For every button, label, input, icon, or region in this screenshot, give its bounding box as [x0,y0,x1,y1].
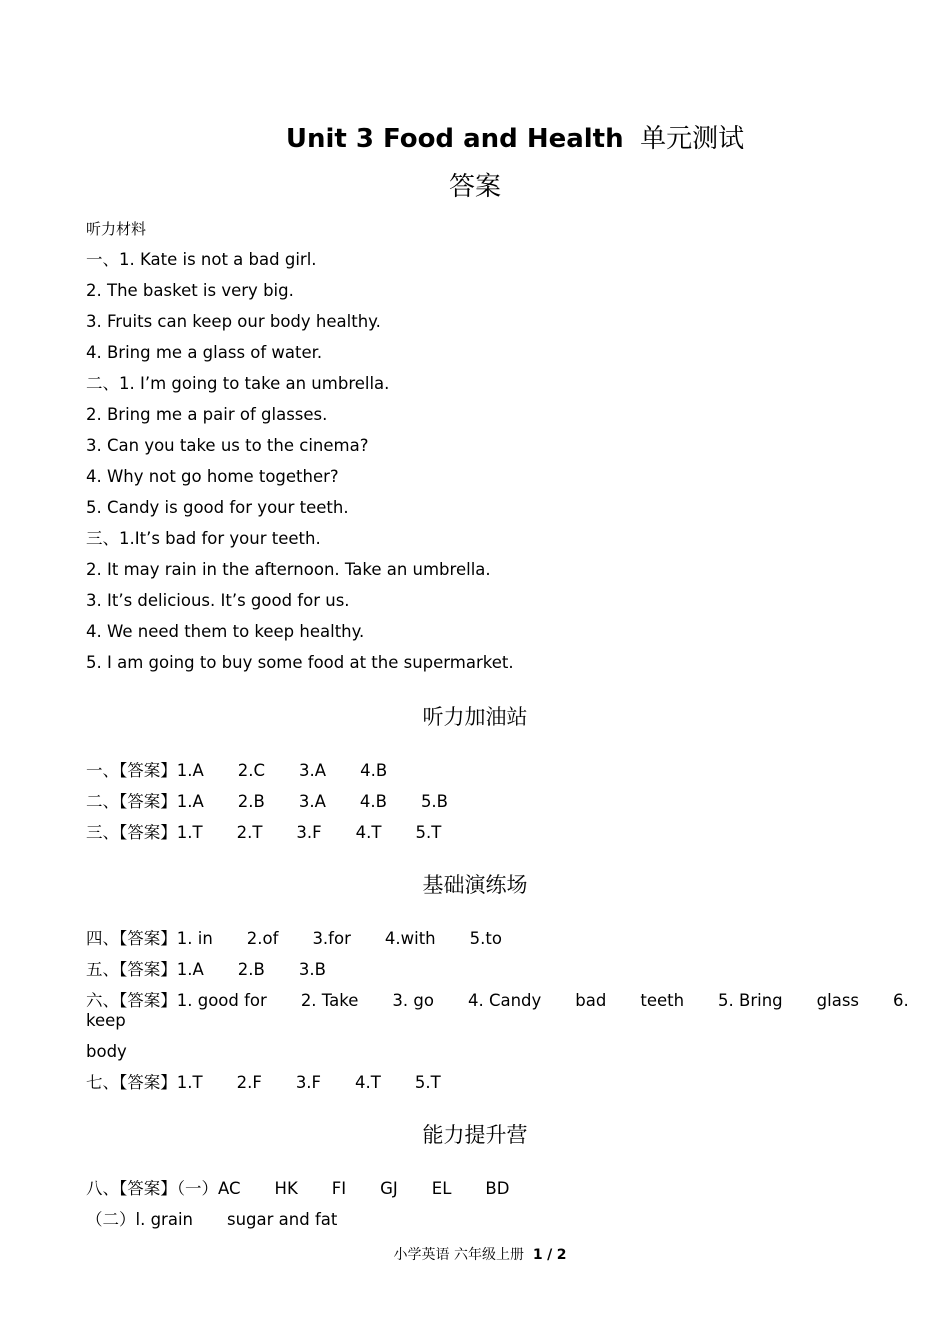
answer-item: bad [575,991,607,1010]
answer-item: 3.F [295,1073,322,1092]
answer-line-6-continued: keep [86,1011,126,1030]
answer-item: 1.T [176,823,203,842]
answer-item: 4.T [355,823,382,842]
answer-item: 4. Candy [467,991,542,1010]
answer-line-8 [86,1179,509,1199]
answer-item: 2.C [237,761,266,780]
section-heading-basics: 基础演练场 [422,873,528,897]
answer-items [136,1210,338,1229]
answer-line-7 [86,1073,441,1093]
answer-item: 5.T [414,1073,441,1092]
listening-line: 5. Candy is good for your teeth. [86,498,349,517]
answer-items [177,991,909,1010]
answer-item: 4.with [384,929,436,948]
answer-item: 1.A [176,792,204,811]
answer-prefix: 七、【答案】 [86,1073,177,1092]
answer-item: sugar and fat [226,1210,338,1229]
answer-items [177,761,387,780]
answer-line-2 [86,792,448,812]
answer-item: 4.B [359,792,387,811]
answer-item: glass [816,991,860,1010]
answer-item: EL [431,1179,452,1198]
listening-line: 2. The basket is very big. [86,281,294,300]
page-separator: / [547,1247,553,1263]
answer-prefix: 一、【答案】 [86,761,177,780]
answer-prefix: 三、【答案】 [86,823,177,842]
answer-item: 2.of [246,929,279,948]
answer-item: 2. Take [300,991,359,1010]
answer-items [177,823,442,842]
answer-prefix: 八、【答案】（一） [86,1179,218,1198]
answer-item: 1.A [176,960,204,979]
title-chinese: 单元测试 [640,124,745,154]
answer-items [177,792,448,811]
answer-items [177,929,502,948]
page-total: 2 [556,1247,567,1263]
answer-line-5 [86,960,326,980]
answer-item: 1.A [176,761,204,780]
answer-item: 6. [893,991,909,1010]
answer-items [177,960,326,979]
answer-item: GJ [380,1179,398,1198]
listening-label: 听力材料 [86,220,147,238]
answer-item: 1. in [176,929,213,948]
answer-prefix: 二、【答案】 [86,792,177,811]
section-heading-listening: 听力加油站 [422,705,528,729]
listening-line: 4. Bring me a glass of water. [86,343,323,362]
answer-item: 5.B [420,792,448,811]
answer-item: 2.B [237,960,265,979]
listening-line: 5. I am going to buy some food at the supermarket. [86,653,514,672]
answer-item: AC [218,1179,241,1198]
answer-prefix: 六、【答案】 [86,991,177,1010]
answer-item: 3.A [298,792,326,811]
answer-item: 3.F [296,823,322,842]
footer-text: 小学英语 六年级上册 [393,1247,524,1263]
listening-line: 二、1. I’m going to take an umbrella. [86,374,390,393]
page-number: 1 [532,1247,543,1263]
answer-line-6 [86,991,909,1011]
title-english: Unit 3 Food and Health [285,124,624,154]
answer-item: FI [331,1179,347,1198]
document-subtitle: 答案 [448,172,501,202]
answer-line-4 [86,929,502,949]
listening-line: 一、1. Kate is not a bad girl. [86,250,317,269]
answer-item: 4.B [360,761,388,780]
answer-item: 3.B [298,960,326,979]
answer-item: teeth [640,991,685,1010]
answer-item: 1.T [176,1073,203,1092]
listening-line: 3. Fruits can keep our body healthy. [86,312,381,331]
answer-item: l. grain [135,1210,193,1229]
answer-line-8b [86,1210,337,1230]
answer-item: HK [274,1179,298,1198]
answer-item: 4.T [355,1073,381,1092]
answer-item: 3.for [312,929,351,948]
listening-line: 三、1.It’s bad for your teeth. [86,529,321,548]
listening-line: 3. It’s delicious. It’s good for us. [86,591,350,610]
answer-item: 2.T [236,823,263,842]
answer-prefix: 四、【答案】 [86,929,177,948]
answer-line-6-continued-2: body [86,1042,127,1061]
listening-line: 2. Bring me a pair of glasses. [86,405,328,424]
answer-item: 5. Bring [718,991,783,1010]
answer-item: 5.T [415,823,442,842]
listening-line: 4. We need them to keep healthy. [86,622,365,641]
answer-item: 5.to [469,929,502,948]
answer-item: 1. good for [176,991,267,1010]
document-title [0,122,950,156]
answer-line-1 [86,761,387,781]
answer-item: 3. go [392,991,434,1010]
page-footer [0,1245,950,1265]
answer-item: 2.B [237,792,265,811]
answer-prefix: （二） [86,1210,136,1229]
answer-item: BD [485,1179,510,1198]
answer-items [218,1179,509,1198]
listening-line: 2. It may rain in the afternoon. Take an umbrella. [86,560,491,579]
listening-line: 4. Why not go home together? [86,467,339,486]
answer-item: 2.F [236,1073,262,1092]
answer-item: 3.A [299,761,327,780]
section-heading-advanced: 能力提升营 [422,1123,528,1147]
answer-prefix: 五、【答案】 [86,960,177,979]
answer-line-3 [86,823,441,843]
answer-items [177,1073,441,1092]
listening-line: 3. Can you take us to the cinema? [86,436,369,455]
